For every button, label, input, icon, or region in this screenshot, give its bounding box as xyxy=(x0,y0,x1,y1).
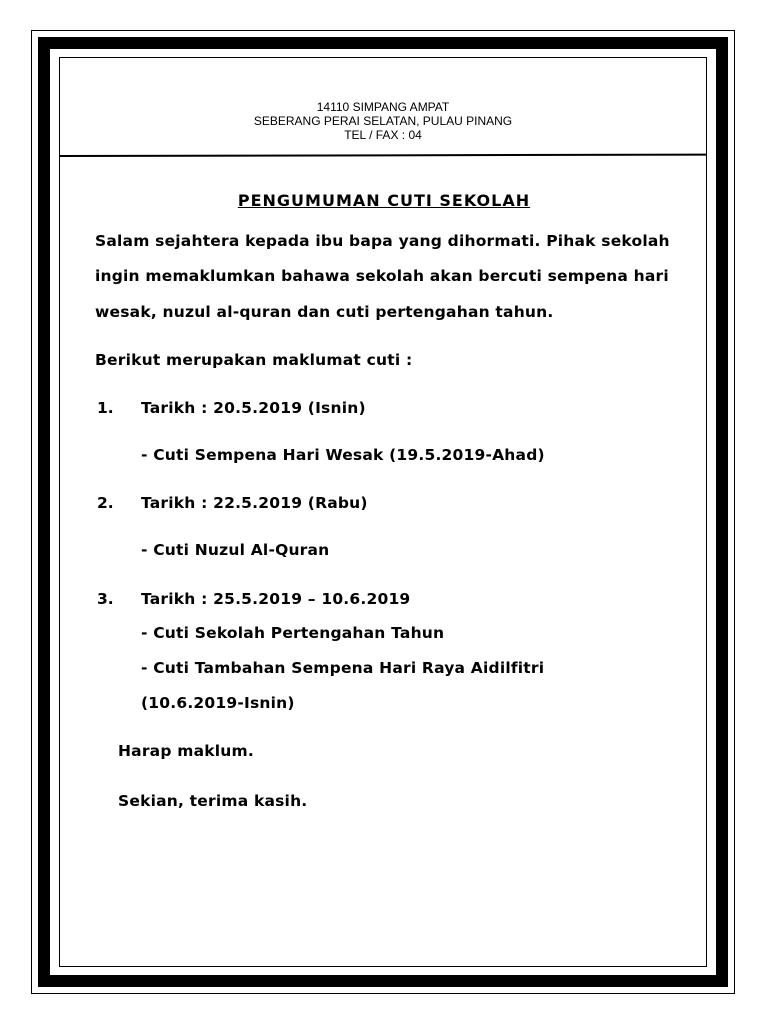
item-3-detail-2: - Cuti Tambahan Sempena Hari Raya Aidilfitri xyxy=(141,659,545,677)
address-line-1: 14110 SIMPANG AMPAT xyxy=(316,100,450,114)
item-1-detail-1: - Cuti Sempena Hari Wesak (19.5.2019-Ahad) xyxy=(141,446,545,464)
list-intro: Berikut merupakan maklumat cuti : xyxy=(95,351,413,369)
closing-line-2: Sekian, terima kasih. xyxy=(118,792,308,810)
item-3-date: Tarikh : 25.5.2019 – 10.6.2019 xyxy=(141,590,411,608)
phone-fax-line: TEL / FAX : 04 xyxy=(344,128,422,142)
item-1-date: Tarikh : 20.5.2019 (Isnin) xyxy=(141,399,366,417)
item-1-number: 1. xyxy=(97,399,114,417)
announcement-title: PENGUMUMAN CUTI SEKOLAH xyxy=(237,191,531,210)
item-3-number: 3. xyxy=(97,590,114,608)
item-2-date: Tarikh : 22.5.2019 (Rabu) xyxy=(141,494,368,512)
intro-line-3: wesak, nuzul al-quran dan cuti pertengahan tahun. xyxy=(95,303,554,321)
item-2-detail-1: - Cuti Nuzul Al-Quran xyxy=(141,541,330,559)
letterhead xyxy=(60,100,706,142)
intro-line-1: Salam sejahtera kepada ibu bapa yang dihormati. Pihak sekolah xyxy=(95,232,670,250)
item-3-detail-3: (10.6.2019-Isnin) xyxy=(141,694,295,712)
item-2-number: 2. xyxy=(97,494,114,512)
address-line-2: SEBERANG PERAI SELATAN, PULAU PINANG xyxy=(253,114,513,128)
intro-line-2: ingin memaklumkan bahawa sekolah akan bercuti sempena hari xyxy=(95,267,669,285)
item-3-detail-1: - Cuti Sekolah Pertengahan Tahun xyxy=(141,624,445,642)
closing-line-1: Harap maklum. xyxy=(118,742,254,760)
